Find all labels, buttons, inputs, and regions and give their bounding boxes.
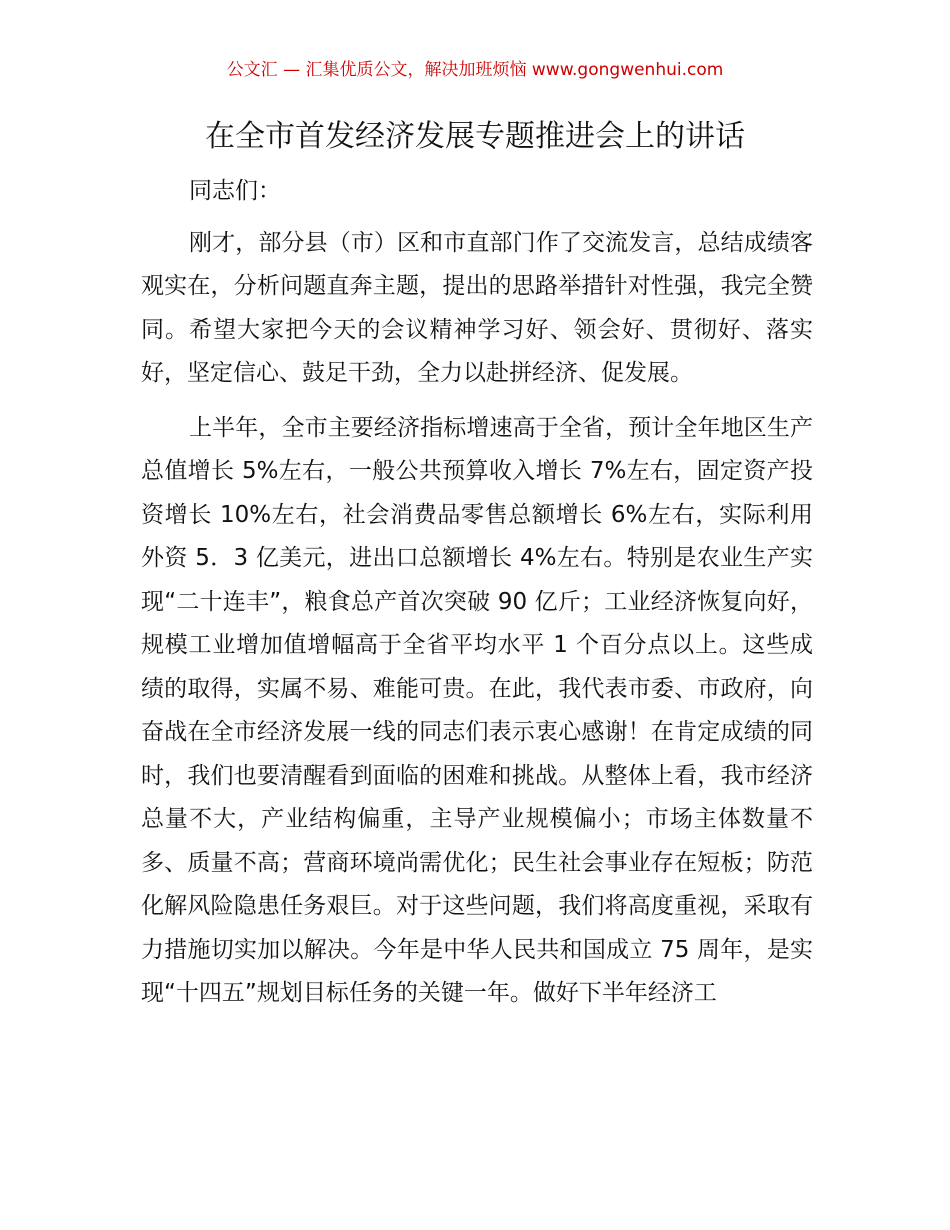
paragraph-economy-review: 上半年，全市主要经济指标增速高于全省，预计全年地区生产总值增长 5%左右，一般公共预算收入增长 7%左右，固定资产投资增长 10%左右，社会消费品零售总额增长 6%左右，实际利用外资 5．3 亿美元，进出口总额增长 4%左右。特别是农业生产实现“二十连丰”，粮食总产首次突破 90 亿斤；工业经济恢复向好，规模工业增加值增幅高于全省平均水平 1 个百分点以上。这些成绩的取得，实属不易、难能可贵。在此，我代表市委、市政府，向奋战在全市经济发展一线的同志们表示衷心感谢！在肯定成绩的同时，我们也要清醒看到面临的困难和挑战。从整体上看，我市经济总量不大，产业结构偏重，主导产业规模偏小；市场主体数量不多、质量不高；营商环境尚需优化；民生社会事业存在短板；防范化解风险隐患任务艰巨。对于这些问题，我们将高度重视，采取有力措施切实加以解决。今年是中华人民共和国成立 75 周年，是实现“十四五”规划目标任务的关键一年。做好下半年经济工 — [141, 414, 813, 1006]
document-body — [141, 170, 813, 1027]
document-title: 在全市首发经济发展专题推进会上的讲话 — [205, 119, 745, 154]
salutation: 同志们： — [189, 178, 281, 204]
site-banner: 公文汇 — 汇集优质公文，解决加班烦恼 www.gongwenhui.com — [226, 60, 724, 80]
paragraph-opening: 刚才，部分县（市）区和市直部门作了交流发言，总结成绩客观实在，分析问题直奔主题，提出的思路举措针对性强，我完全赞同。希望大家把今天的会议精神学习好、领会好、贯彻好、落实好，坚定信心、鼓足干劲，全力以赴拼经济、促发展。 — [141, 229, 813, 386]
